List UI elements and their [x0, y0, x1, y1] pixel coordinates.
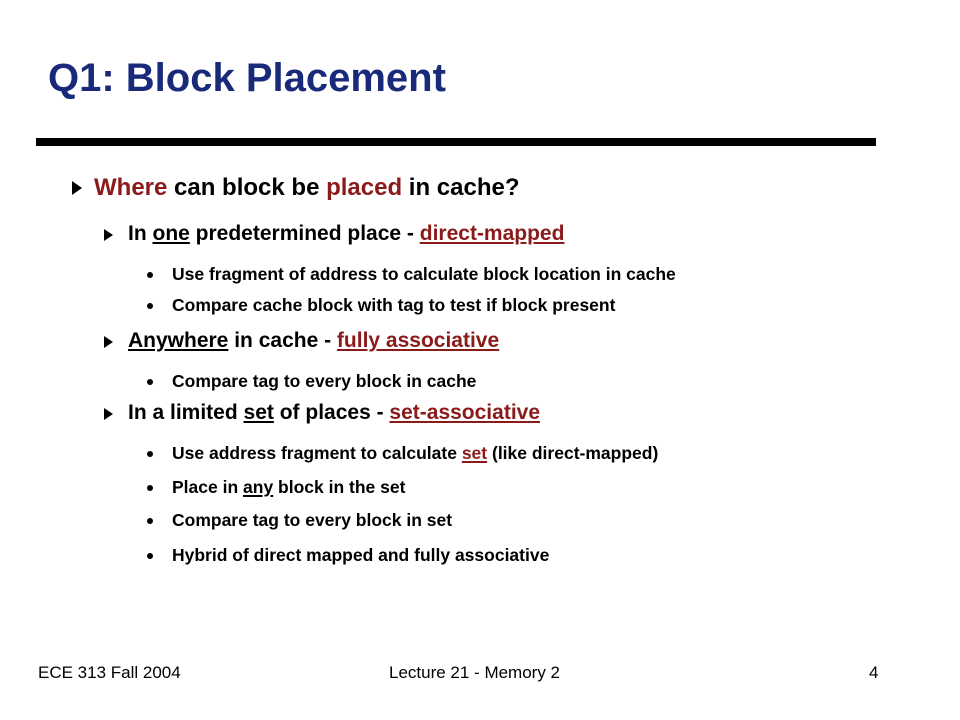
- direct-mapped-term: direct-mapped: [419, 222, 565, 245]
- arrow-bullet-icon: [104, 229, 113, 241]
- any-keyword: any: [243, 477, 274, 497]
- sa-sub2-text-1: Place in: [172, 477, 244, 497]
- fa-sub-item-1: Compare tag to every block in cache: [172, 371, 477, 391]
- one-keyword: one: [152, 222, 190, 245]
- sa-sub1-text-2: (like direct-mapped): [487, 443, 659, 463]
- sa-sub-item-1: [172, 443, 658, 464]
- dot-bullet-icon: [147, 272, 153, 278]
- footer-page-number: 4: [869, 663, 879, 682]
- sa-text-1: In a limited: [128, 401, 244, 424]
- fa-text: in cache -: [228, 329, 337, 352]
- dm-text-2: predetermined place -: [189, 222, 420, 245]
- anywhere-keyword: Anywhere: [128, 329, 229, 352]
- set-associative-item: [128, 401, 540, 425]
- dot-bullet-icon: [147, 553, 153, 559]
- slide-title: Q1: Block Placement: [48, 56, 446, 100]
- set-associative-term: set-associative: [389, 401, 541, 424]
- footer-course: ECE 313 Fall 2004: [38, 663, 181, 682]
- where-keyword: Where: [94, 174, 168, 201]
- dot-bullet-icon: [147, 518, 153, 524]
- dm-text-1: In: [128, 222, 153, 245]
- dm-sub-item-1: Use fragment of address to calculate block location in cache: [172, 264, 676, 284]
- sa-text-2: of places -: [273, 401, 390, 424]
- dot-bullet-icon: [147, 451, 153, 457]
- fully-associative-term: fully associative: [336, 329, 500, 352]
- sa-sub-item-4: Hybrid of direct mapped and fully associative: [172, 545, 550, 565]
- dot-bullet-icon: [147, 303, 153, 309]
- direct-mapped-item: [128, 222, 564, 246]
- dot-bullet-icon: [147, 379, 153, 385]
- dm-sub-item-2: Compare cache block with tag to test if block present: [172, 295, 616, 315]
- dot-bullet-icon: [147, 485, 153, 491]
- main-question-text: can block be: [167, 174, 327, 201]
- sa-sub-item-2: [172, 477, 405, 498]
- sa-sub2-text-2: block in the set: [273, 477, 406, 497]
- arrow-bullet-icon: [104, 408, 113, 420]
- sa-sub1-text-1: Use address fragment to calculate: [172, 443, 462, 463]
- set-keyword: set: [243, 401, 274, 424]
- fully-associative-item: [128, 329, 499, 353]
- footer-lecture: Lecture 21 - Memory 2: [389, 663, 561, 682]
- set-term: set: [461, 443, 488, 463]
- arrow-bullet-icon: [72, 181, 82, 195]
- placed-keyword: placed: [326, 174, 403, 201]
- sa-sub-item-3: Compare tag to every block in set: [172, 510, 453, 530]
- main-question: [94, 174, 519, 202]
- arrow-bullet-icon: [104, 336, 113, 348]
- main-question-end: in cache?: [402, 174, 520, 201]
